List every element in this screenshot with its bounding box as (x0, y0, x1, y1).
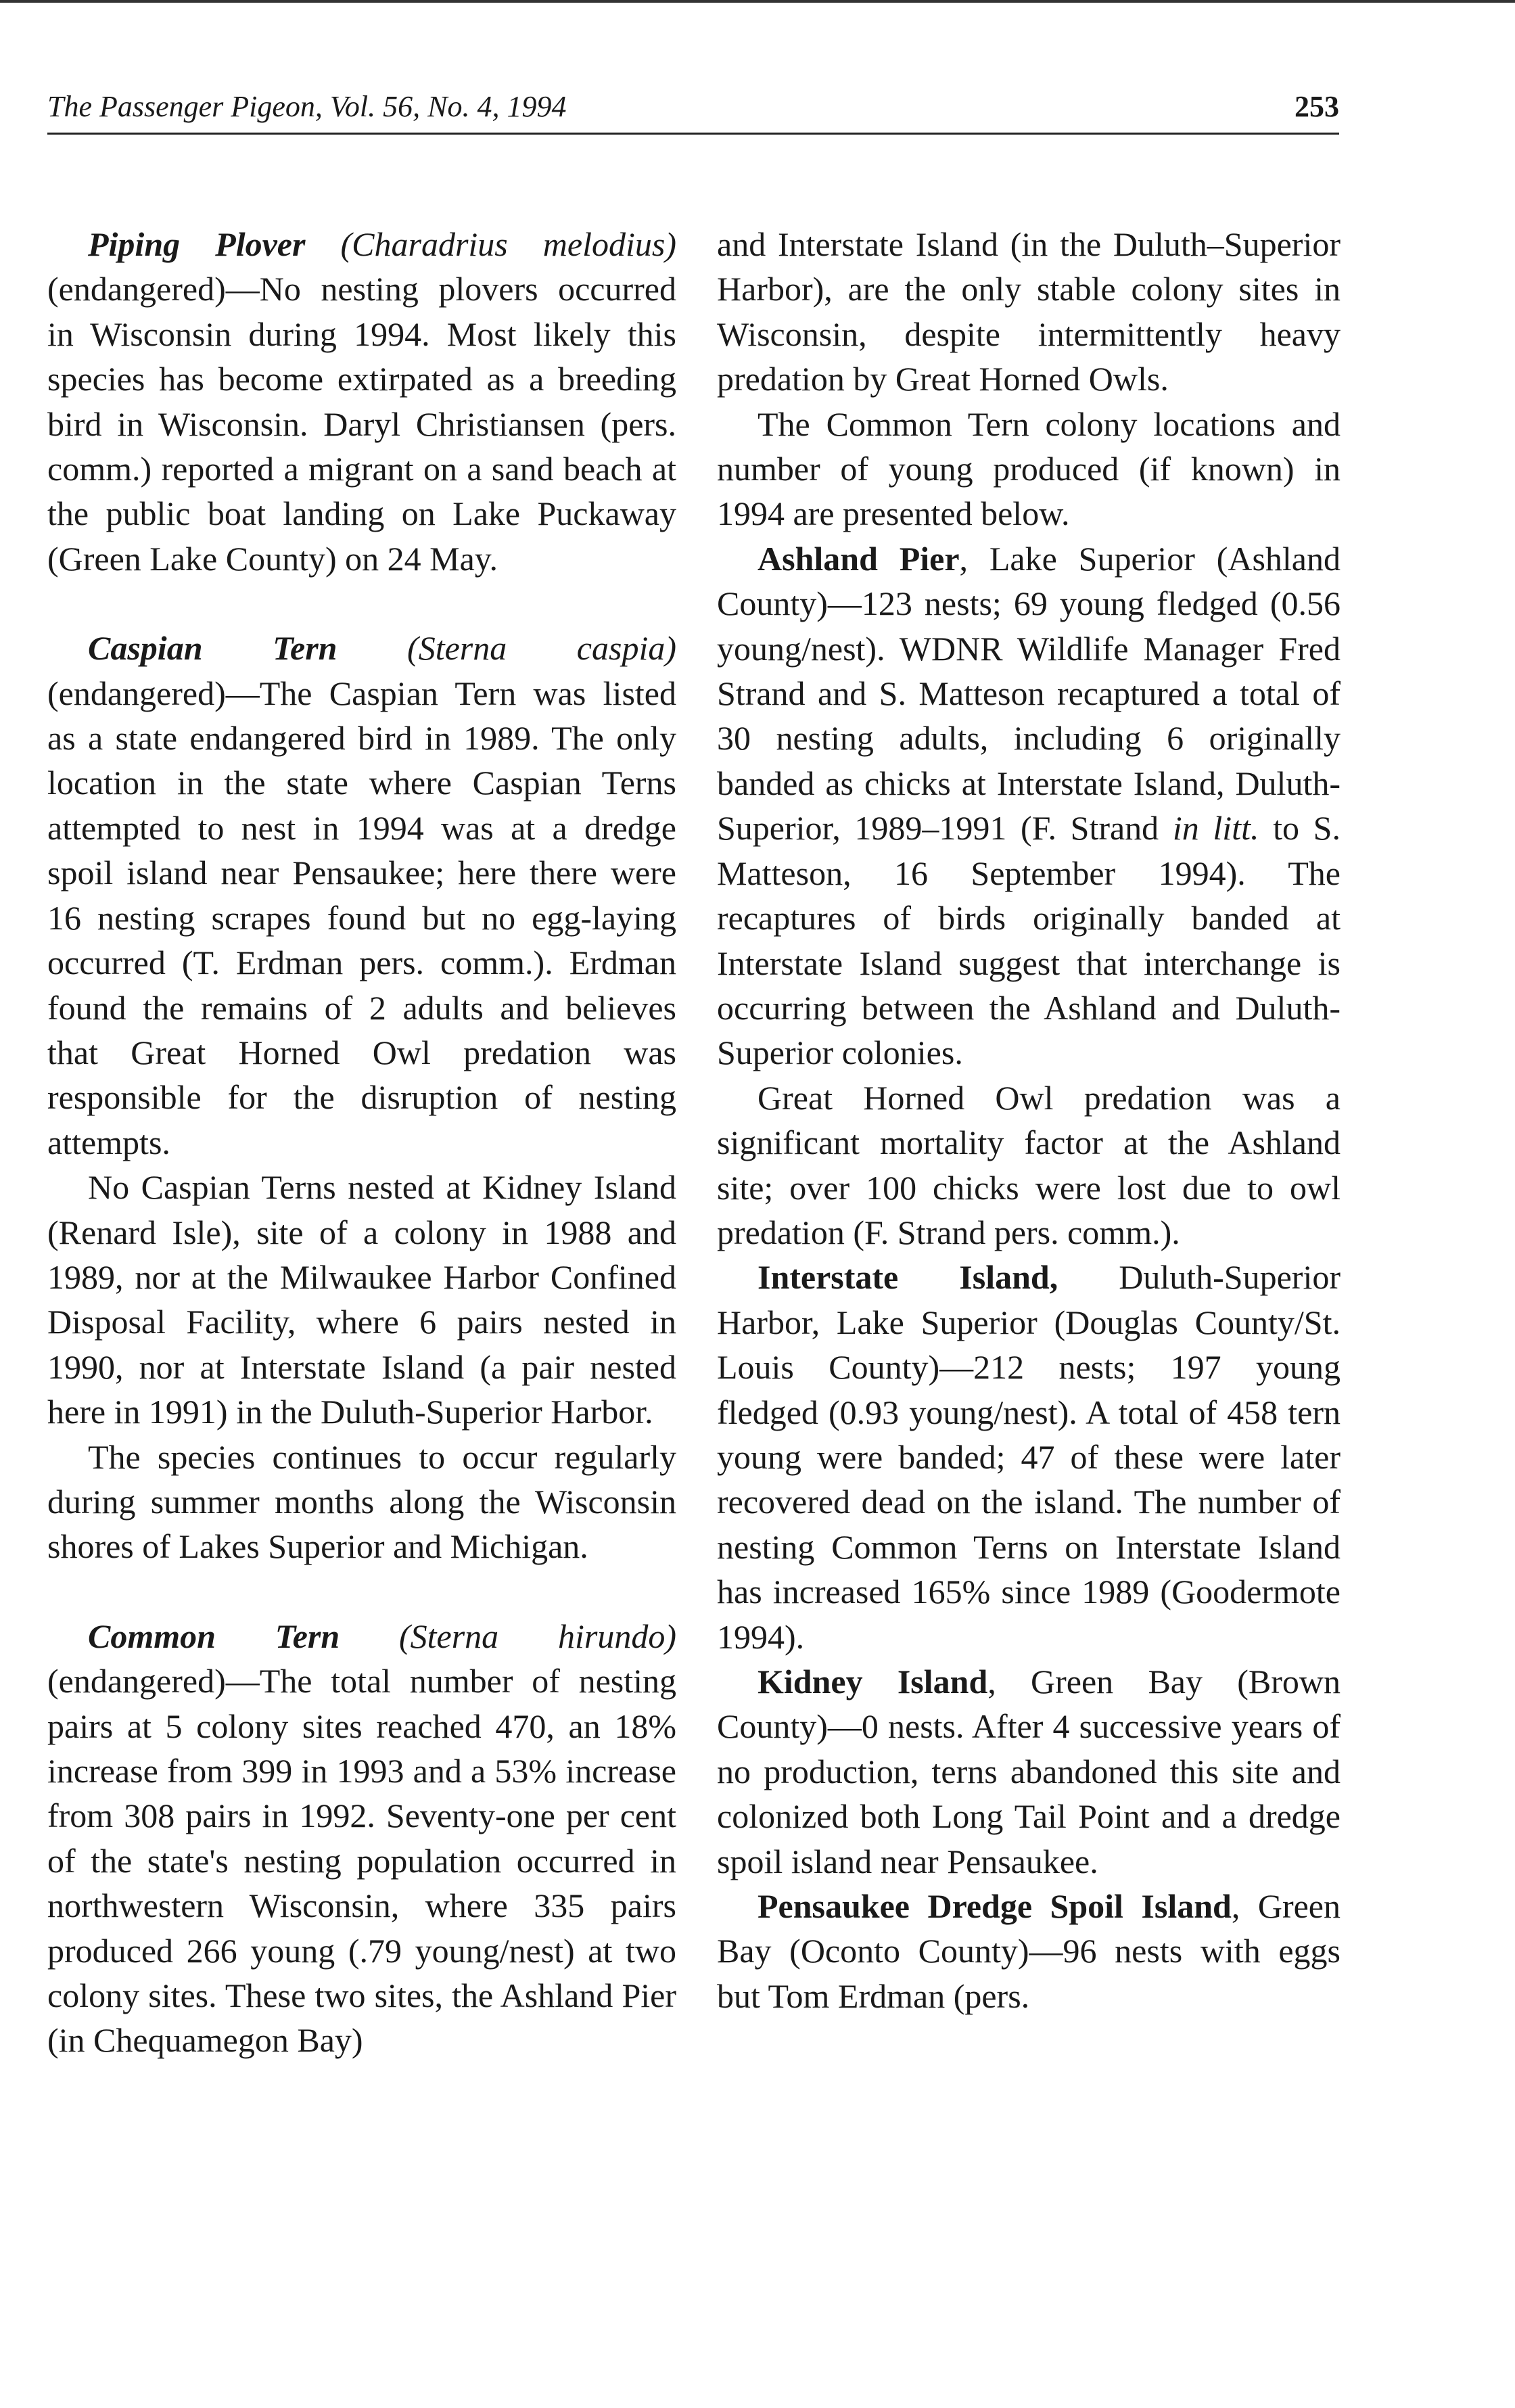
site-name: Kidney Island (758, 1663, 988, 1700)
paragraph-text: (endangered)—The total number of nesting pairs at 5 colony sites reached 470, an 18% increase from 399 in 1993 and a 53% increase from 308 pairs in 1992. Seventy-one per cent of the state's nesting population occurred in northwestern Wisconsin, where 335 pairs produced 266 young (.79 young/nest) at two colony sites. These two sites, the Ashland Pier (in Chequamegon Bay) (47, 1662, 676, 2060)
caspian-tern-paragraph (47, 626, 676, 1165)
page-number: 253 (1295, 90, 1339, 123)
running-head (47, 87, 1339, 134)
paragraph-text: (endangered)—The Caspian Tern was listed as a state endangered bird in 1989. The only location in the state where Caspian Terns attempted to nest in 1994 was at a dredge spoil island near Pensaukee; here there were 16 nesting scrapes found but no egg-laying occurred (T. Erdman pers. comm.). Erdman found the remains of 2 adults and believes that Great Horned Owl predation was responsible for the disruption of nesting attempts. (47, 674, 676, 1161)
common-tern-paragraph (47, 1614, 676, 2063)
paragraph-text: Duluth-Superior Harbor, Lake Superior (Douglas County/St. Louis County)—212 nests; 197 young fledged (0.93 young/nest). A total of 458 tern young were banded; 47 of these were later recovered dead on the island. The number of nesting Common Terns on Interstate Island has increased 165% since 1989 (Goodermote 1994). (717, 1258, 1341, 1656)
common-tern-paragraph-2: The Common Tern colony locations and number of young produced (if known) in 1994 are presented below. (717, 404, 1341, 533)
paragraph-text: , Green Bay (Brown County)—0 nests. After 4 successive years of no production, terns abandoned this site and colonized both Long Tail Point and a dredge spoil island near Pensaukee. (717, 1663, 1341, 1880)
species-name: Piping Plover (88, 225, 306, 263)
left-column (47, 222, 676, 2063)
scientific-name: (Sterna hirundo) (398, 1617, 676, 1655)
kidney-island-paragraph (717, 1659, 1341, 1884)
paragraph-text: to S. Matteson, 16 September 1994). The recaptures of birds originally banded at Interstate Island suggest that interchange is occurring between the Ashland and Duluth-Superior colonies. (717, 809, 1341, 1072)
species-name: Caspian Tern (88, 629, 337, 668)
paragraph-text: (endangered)—No nesting plovers occurred in Wisconsin during 1994. Most likely this species has become extirpated as a breeding bird in Wisconsin. Daryl Christiansen (pers. comm.) reported a migrant on a sand beach at the public boat landing on Lake Puckaway (Green Lake County) on 24 May. (47, 270, 676, 578)
piping-plover-paragraph (47, 222, 676, 581)
species-name: Common Tern (88, 1617, 340, 1655)
paragraph-text: , Green Bay (Oconto County)—96 nests with eggs but Tom Erdman (pers. (717, 1887, 1341, 2015)
caspian-tern-paragraph-3: The species continues to occur regularly during summer months along the Wisconsin shores of Lakes Superior and Michigan. (47, 1437, 676, 1566)
scientific-name: (Charadrius melodius) (340, 225, 676, 263)
italic-term: in litt. (1172, 809, 1259, 848)
caspian-tern-paragraph-2: No Caspian Terns nested at Kidney Island (Renard Isle), site of a colony in 1988 and 1989, nor at the Milwaukee Harbor Confined Disposal Facility, where 6 pairs nested in 1990, nor at Interstate Island (a pair nested here in 1991) in the Duluth-Superior Harbor. (47, 1168, 676, 1431)
ashland-pier-paragraph (717, 536, 1341, 1075)
site-name: Ashland Pier (758, 539, 960, 578)
site-name: Pensaukee Dredge Spoil Island (758, 1887, 1232, 1926)
site-name: Interstate Island, (758, 1258, 1058, 1297)
top-edge-rule (0, 0, 1515, 3)
journal-title: The Passenger Pigeon, Vol. 56, No. 4, 1994 (47, 90, 567, 123)
ashland-pier-paragraph-2: Great Horned Owl predation was a significant mortality factor at the Ashland site; over 100 chicks were lost due to owl predation (F. Strand pers. comm.). (717, 1078, 1341, 1251)
header-rule (47, 133, 1339, 135)
right-column (717, 222, 1341, 2018)
pensaukee-paragraph (717, 1884, 1341, 2018)
interstate-island-paragraph (717, 1255, 1341, 1659)
paragraph-text: , Lake Superior (Ashland County)—123 nests; 69 young fledged (0.56 young/nest). WDNR Wildlife Manager Fred Strand and S. Matteson recaptured a total of 30 nesting adults, including 6 originally banded as chicks at Interstate Island, Duluth-Superior, 1989–1991 (F. Strand (717, 539, 1341, 848)
scientific-name: (Sterna caspia) (407, 629, 676, 668)
common-tern-paragraph-continued: and Interstate Island (in the Duluth–Superior Harbor), are the only stable colony sites in Wisconsin, despite intermittently heavy predation by Great Horned Owls. (717, 225, 1341, 398)
